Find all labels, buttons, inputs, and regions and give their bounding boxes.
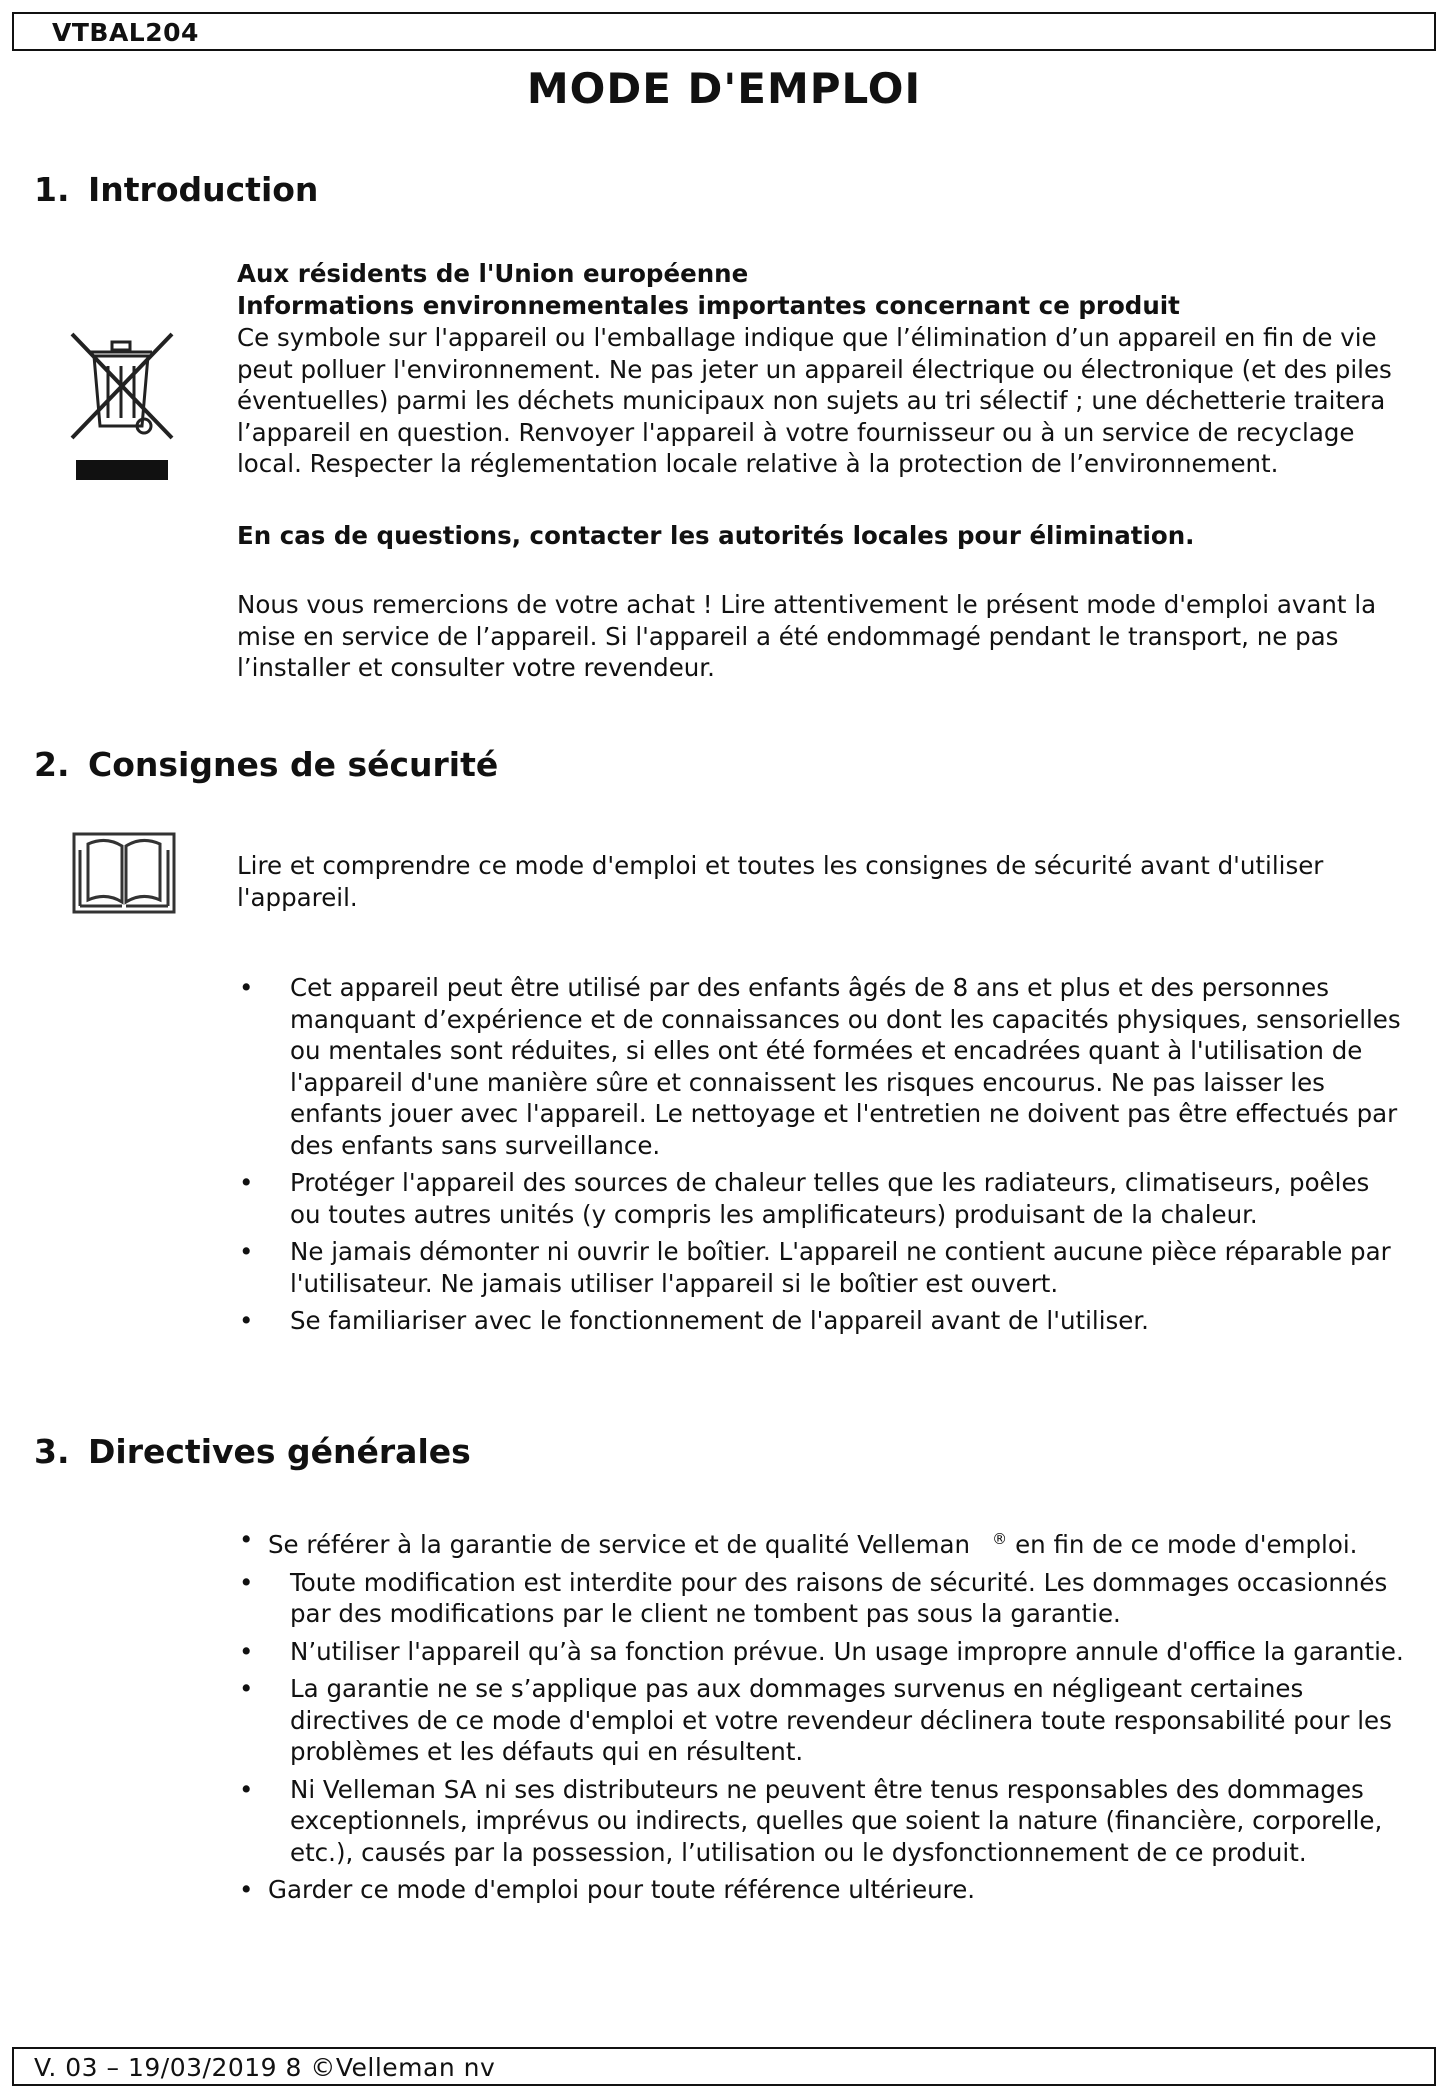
section-2-title: Consignes de sécurité	[88, 745, 499, 784]
safety-intro: Lire et comprendre ce mode d'emploi et toutes les consignes de sécurité avant d'utiliser l'appareil.	[237, 851, 1324, 912]
page-title: MODE D'EMPLOI	[526, 64, 922, 113]
list-item: • Se familiariser avec le fonctionnement de l'appareil avant de l'utiliser.	[237, 1305, 1407, 1337]
list-item: • Ne jamais démonter ni ouvrir le boîtier. L'appareil ne contient aucune pièce réparable par l'utilisateur. Ne jamais utiliser l'appareil si le boîtier est ouvert.	[237, 1236, 1407, 1299]
list-item: • Ni Velleman SA ni ses distributeurs ne peuvent être tenus responsables des dommages exceptionnels, imprévus ou indirects, quelles que soient la nature (financière, corporelle, etc.), causés par la possession, l’utilisation ou le dysfonctionnement de ce produit.	[237, 1774, 1407, 1869]
list-item	[237, 1524, 1407, 1561]
manual-book-icon	[72, 832, 176, 914]
section-3-title: Directives générales	[88, 1432, 471, 1471]
list-item: • La garantie ne se s’applique pas aux dommages survenus en négligeant certaines directives de ce mode d'emploi et votre revendeur déclinera toute responsabilité pour les problèmes et les défauts qui en résultent.	[237, 1673, 1407, 1768]
contact-authorities-note: En cas de questions, contacter les autorités locales pour élimination.	[237, 521, 1195, 550]
warranty-reference-text-end: en fin de ce mode d'emploi.	[1015, 1530, 1358, 1559]
list-item: • Protéger l'appareil des sources de chaleur telles que les radiateurs, climatiseurs, poêles ou toutes autres unités (y compris les amplificateurs) produisant de la chaleur.	[237, 1167, 1407, 1230]
section-1-title: Introduction	[88, 170, 319, 209]
section-3-heading	[34, 1432, 471, 1471]
weee-crossed-bin-icon	[68, 330, 176, 482]
list-item: • N’utiliser l'appareil qu’à sa fonction prévue. Un usage impropre annule d'office la garantie.	[237, 1636, 1407, 1668]
warranty-reference-text: Se référer à la garantie de service et de qualité Velleman	[268, 1530, 971, 1559]
guidelines-bullet-list	[237, 1524, 1407, 1912]
section-1-number: 1.	[34, 170, 70, 209]
registered-mark: ®	[992, 1530, 1008, 1548]
thanks-paragraph: Nous vous remercions de votre achat ! Lire attentivement le présent mode d'emploi avant la mise en service de l’appareil. Si l'appareil a été endommagé pendant le transport, ne pas l’installer et consulter votre revendeur.	[237, 590, 1377, 682]
list-item: • Cet appareil peut être utilisé par des enfants âgés de 8 ans et plus et des personnes manquant d’expérience et de connaissances ou dont les capacités physiques, sensorielles ou mentales sont réduites, si elles ont été formées et encadrées quant à l'utilisation de l'appareil d'une manière sûre et connaissent les risques encourus. Ne pas laisser les enfants jouer avec l'appareil. Le nettoyage et l'entretien ne doivent pas être effectués par des enfants sans surveillance.	[237, 972, 1407, 1161]
environment-info-heading: Informations environnementales importantes concernant ce produit	[237, 291, 1180, 320]
section-1-heading	[34, 170, 318, 209]
footer-version: V. 03 – 19/03/2019 8 ©Velleman nv	[34, 2053, 496, 2082]
header-bar	[12, 12, 1436, 51]
eu-residents-heading: Aux résidents de l'Union européenne	[237, 259, 749, 288]
footer-bar	[12, 2047, 1436, 2086]
section-3-number: 3.	[34, 1432, 70, 1471]
section-2-heading	[34, 745, 498, 784]
weee-paragraph: Ce symbole sur l'appareil ou l'emballage indique que l’élimination d’un appareil en fin de vie peut polluer l'environnement. Ne pas jeter un appareil électrique ou électronique (et des piles éventuelles) parmi les déchets municipaux non sujets au tri sélectif ; une déchetterie traitera l’appareil en question. Renvoyer l'appareil à votre fournisseur ou à un service de recyclage local. Respecter la réglementation locale relative à la protection de l’environnement.	[237, 323, 1392, 478]
model-number: VTBAL204	[52, 18, 199, 47]
safety-bullet-list	[237, 972, 1407, 1343]
list-item: • Toute modification est interdite pour des raisons de sécurité. Les dommages occasionnés par des modifications par le client ne tombent pas sous la garantie.	[237, 1567, 1407, 1630]
section-2-number: 2.	[34, 745, 70, 784]
list-item: • Garder ce mode d'emploi pour toute référence ultérieure.	[237, 1874, 1407, 1906]
